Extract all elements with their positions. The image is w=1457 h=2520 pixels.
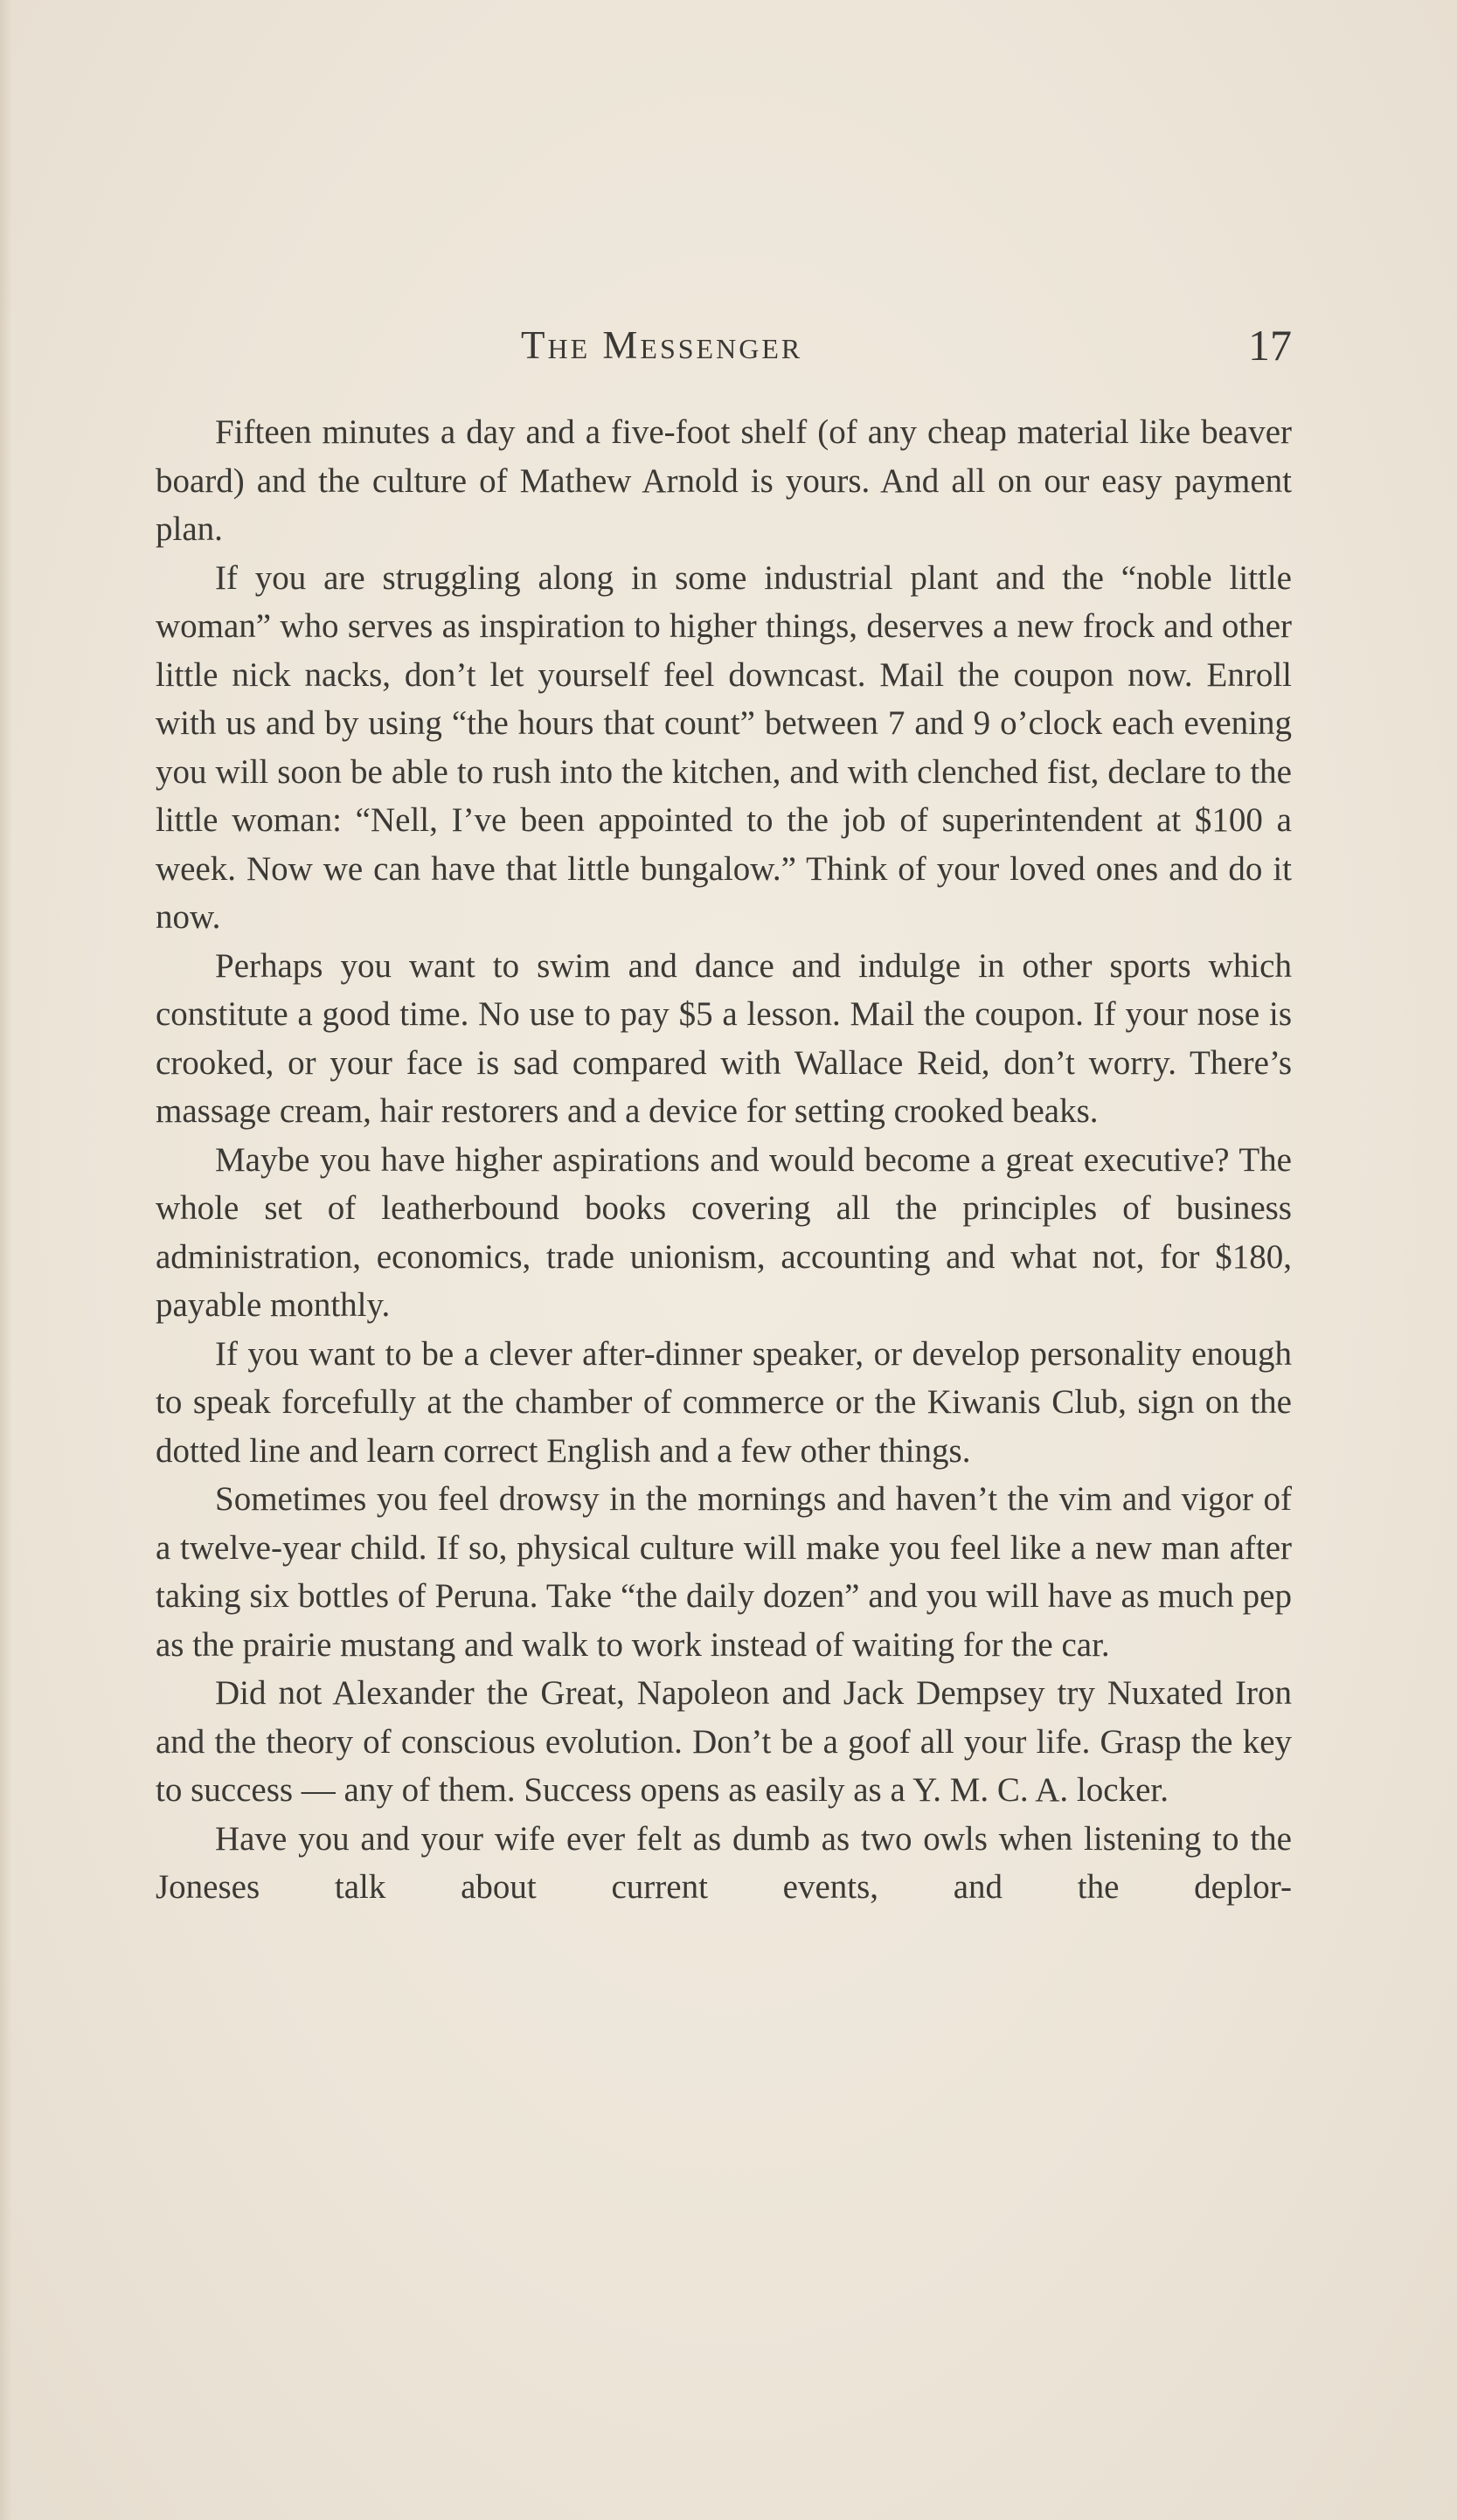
paragraph: If you are struggling along in some industrial plant and the “noble little woman” who serves as inspiration to higher things, deserves a new frock and other little nick nacks, don’t let yourself feel downcast. Mail the coupon now. Enroll with us and by using “the hours that count” between 7 and 9 o’clock each evening you will soon be able to rush into the kitchen, and with clenched fist, declare to the little woman: “Nell, I’ve been appointed to the job of superintendent at $100 a week. Now we can have that little bungalow.” Think of your loved ones and do it now. [156, 558, 1292, 936]
paragraph: Sometimes you feel drowsy in the mornings and haven’t the vim and vigor of a twelve-year child. If so, physical culture will make you feel like a new man after taking six bottles of Peruna. Take “the daily dozen” and you will have as much pep as the prairie mustang and walk to work instead of waiting for the car. [156, 1480, 1292, 1664]
body-text [156, 408, 1292, 1912]
running-title: The Messenger [521, 323, 803, 367]
paragraph: If you want to be a clever after-dinner speaker, or develop personality enough to speak forcefully at the chamber of commerce or the Kiwanis Club, sign on the dotted line and learn correct English and a few other things. [156, 1334, 1292, 1470]
paragraph: Did not Alexander the Great, Napoleon and Jack Dempsey try Nuxated Iron and the theory of conscious evolution. Don’t be a goof all your life. Grasp the key to success — any of them. Success opens as easily as a Y. M. C. A. locker. [156, 1674, 1292, 1809]
paragraph: Maybe you have higher aspirations and would become a great executive? The whole set of leatherbound books covering all the principles of business administration, economics, trade unionism, accounting and what not, for $180, payable monthly. [156, 1140, 1292, 1324]
page-number: 17 [1248, 321, 1292, 370]
spine-shadow [0, 0, 12, 2520]
paragraph: Perhaps you want to swim and dance and indulge in other sports which constitute a good time. No use to pay $5 a lesson. Mail the coupon. If your nose is crooked, or your face is sad compared with Wallace Reid, don’t worry. There’s massage cream, hair restorers and a device for setting crooked beaks. [156, 946, 1292, 1130]
paragraph: Fifteen minutes a day and a five-foot shelf (of any cheap material like beaver board) and the culture of Mathew Arnold is yours. And all on our easy payment plan. [156, 413, 1292, 548]
paragraph: Have you and your wife ever felt as dumb as two owls when listening to the Joneses talk about current events, and the deplor- [156, 1819, 1292, 1906]
page-header [156, 319, 1292, 371]
